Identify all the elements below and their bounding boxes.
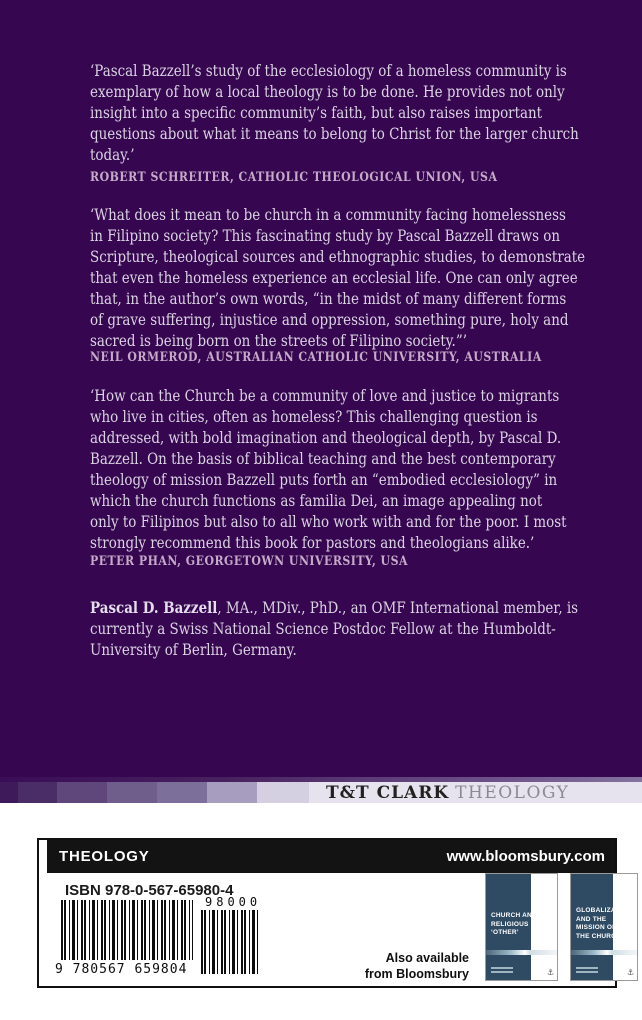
quote-line: of grave suffering, injustice and oppression, something pure, holy and (90, 310, 569, 329)
quote-line: ‘How can the Church be a community of love and justice to migrants (90, 386, 560, 405)
quote-attribution-1: ROBERT SCHREITER, CATHOLIC THEOLOGICAL UNION, USA (90, 170, 498, 185)
related-book-title: CHURCH AND RELIGIOUS ‘OTHER’ (491, 912, 537, 936)
quote-line: that even the homeless experience an ecclesial life. One can only agree (90, 268, 578, 287)
bloomsbury-logo-icon: ⚓ (626, 968, 634, 977)
barcode-digits: 9 780567 659804 (55, 962, 188, 977)
quote-line: exemplary of how a local theology is to be done. He provides not only (90, 82, 565, 101)
band-square (18, 782, 57, 803)
publisher-name: T&T CLARK (326, 783, 450, 803)
bio-line: University of Berlin, Germany. (90, 640, 297, 659)
bio-line: currently a Swiss National Science Postdoc Fellow at the Humboldt- (90, 619, 556, 638)
quote-line: ‘What does it mean to be church in a community facing homelessness (90, 205, 566, 224)
quote-line: today.’ (90, 145, 135, 164)
brand-band (0, 782, 642, 803)
band-square (57, 782, 107, 803)
ean-barcode (61, 900, 193, 960)
quote-attribution-3: PETER PHAN, GEORGETOWN UNIVERSITY, USA (90, 554, 408, 569)
quote-line: theology of mission Bazzell puts forth an “embodied ecclesiology” in (90, 470, 558, 489)
publisher-website: www.bloomsbury.com (446, 848, 605, 865)
quote-line: in Filipino society? This fascinating study by Pascal Bazzell draws on (90, 226, 560, 245)
author-name: Pascal D. Bazzell (90, 598, 218, 617)
series-name: THEOLOGY (455, 783, 570, 803)
author-bio (90, 597, 578, 660)
endorsement-quote-2 (90, 204, 585, 351)
quote-line: strongly recommend this book for pastors and theologians alike.’ (90, 533, 535, 552)
band-square (0, 782, 18, 803)
related-book-thumbnail-2 (570, 873, 638, 981)
quote-line: ‘Pascal Bazzell’s study of the ecclesiology of a homeless community is (90, 61, 567, 80)
related-book-title: GLOBALIZATION AND THE MISSION OF THE CHURCH (576, 907, 632, 940)
endorsement-quote-1 (90, 60, 579, 165)
endorsement-quote-3 (90, 385, 567, 553)
supplement-barcode (201, 910, 259, 974)
quote-line: Bazzell. On the basis of biblical teaching and the best contemporary (90, 449, 556, 468)
bloomsbury-logo-icon: ⚓ (546, 968, 554, 977)
isbn-label: ISBN 978-0-567-65980-4 (65, 882, 234, 899)
band-square (107, 782, 157, 803)
bio-line: Pascal D. Bazzell, MA., MDiv., PhD., an OMF International member, is (90, 598, 579, 617)
quote-line: that, in the author’s own words, “in the midst of many different forms (90, 289, 567, 308)
thumbnail-author-text (576, 965, 598, 973)
quote-attribution-2: NEIL ORMEROD, AUSTRALIAN CATHOLIC UNIVERSITY, AUSTRALIA (90, 350, 542, 365)
thumbnail-stripe (571, 950, 637, 955)
thumbnail-stripe (486, 950, 557, 955)
band-square (157, 782, 207, 803)
imprint-logo (326, 782, 569, 803)
quote-line: addressed, with bold imagination and theological depth, by Pascal D. (90, 428, 562, 447)
band-square (207, 782, 257, 803)
quote-line: which the church functions as familia Dei, an image appealing not (90, 491, 543, 510)
also-available-note: Also available from Bloomsbury (364, 951, 469, 981)
quote-line: who live in cities, often as homeless? This challenging question is (90, 407, 538, 426)
quote-line: sacred is being born on the streets of Filipino society.”’ (90, 331, 467, 350)
cover-text-column (90, 0, 642, 782)
band-square (257, 782, 309, 803)
category-label: THEOLOGY (59, 848, 150, 865)
related-book-thumbnail-1 (485, 873, 558, 981)
quote-line: questions about what it means to belong to Christ for the larger church (90, 124, 579, 143)
thumbnail-author-text (491, 965, 513, 973)
quote-line: only to Filipinos but also to all who work with and for the poor. I most (90, 512, 567, 531)
supplement-barcode-digits: 98000 (205, 895, 262, 909)
quote-line: insight into a specific community’s faith, but also raises important (90, 103, 543, 122)
quote-line: Scripture, theological sources and ethnographic studies, to demonstrate (90, 247, 586, 266)
category-bar (47, 840, 615, 873)
